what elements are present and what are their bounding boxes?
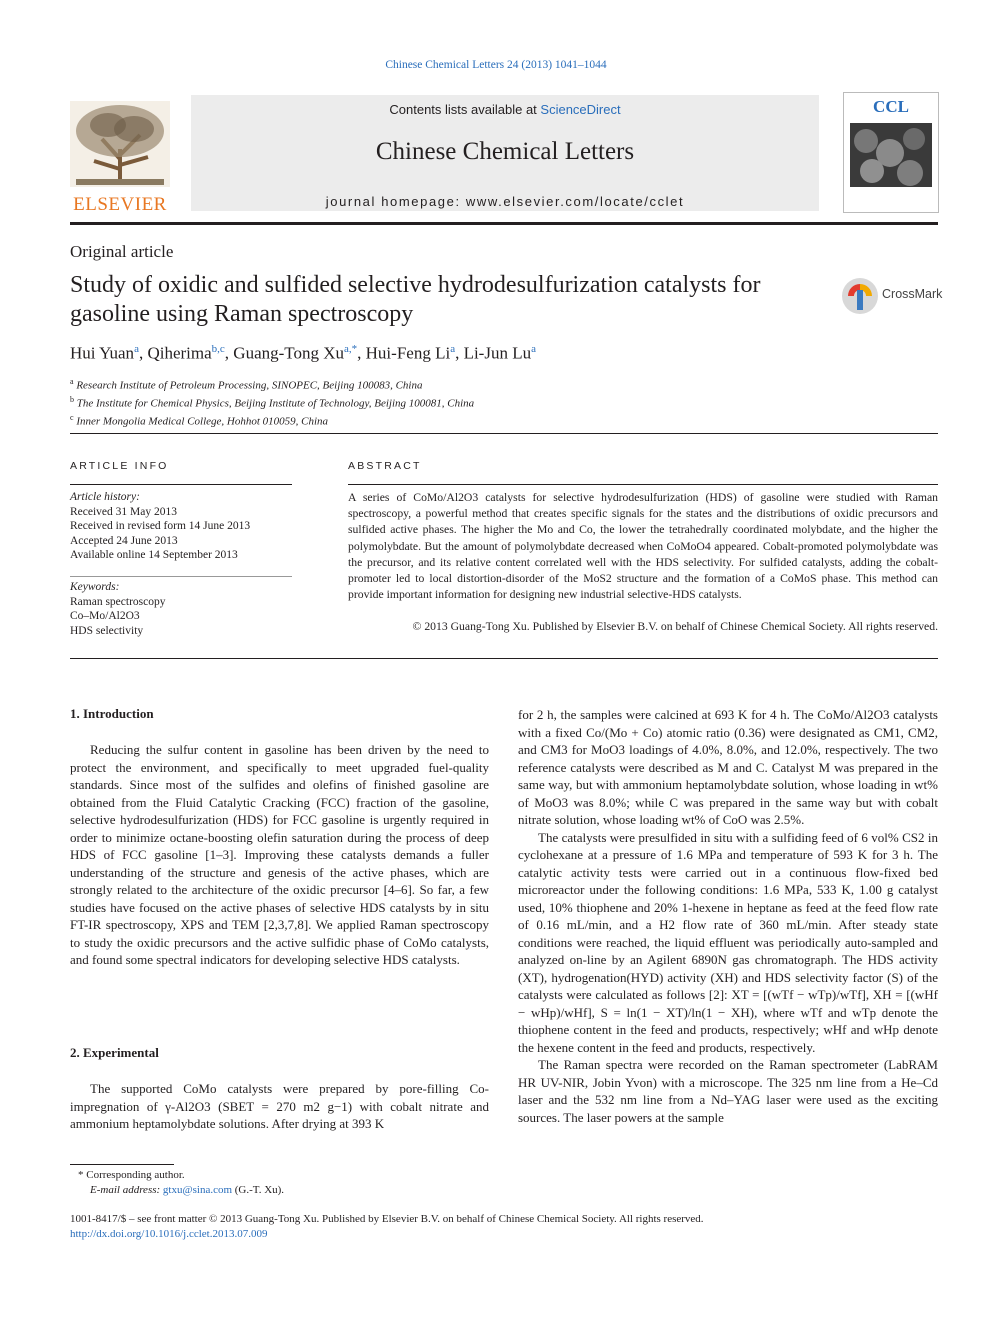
author-name[interactable]: Guang-Tong Xu [233, 343, 345, 363]
section-heading-introduction: 1. Introduction [70, 706, 154, 721]
sciencedirect-link[interactable]: ScienceDirect [540, 102, 621, 117]
journal-name: Chinese Chemical Letters [375, 138, 635, 165]
keywords [70, 580, 166, 638]
history-label: Article history: [70, 491, 140, 503]
cover-image [850, 123, 932, 187]
abstract-heading: ABSTRACT [348, 460, 422, 472]
journal-reference-link[interactable]: Chinese Chemical Letters 24 (2013) 1041–1044 [385, 59, 607, 71]
crossmark-label: CrossMark [882, 287, 943, 301]
history-item: Available online 14 September 2013 [70, 549, 238, 561]
affiliation [70, 375, 474, 393]
email-label: E-mail address: [90, 1184, 161, 1196]
author-name[interactable]: Li-Jun Lu [463, 343, 532, 363]
crossmark-icon [840, 276, 880, 316]
email-link[interactable]: gtxu@sina.com [162, 1184, 233, 1196]
email-suffix: (G.-T. Xu). [234, 1184, 285, 1196]
article-history [70, 490, 250, 563]
doi-link[interactable]: http://dx.doi.org/10.1016/j.cclet.2013.07.009 [70, 1228, 268, 1240]
footnote [70, 1168, 284, 1198]
author-name[interactable]: Qiherima [147, 343, 212, 363]
divider [70, 484, 292, 485]
keywords-label: Keywords: [70, 581, 120, 593]
author-affil-mark[interactable]: a [531, 343, 536, 355]
author-affil-mark[interactable]: a,* [344, 343, 358, 355]
author-affil-mark[interactable]: a [134, 343, 139, 355]
author-name[interactable]: Hui Yuan [70, 343, 135, 363]
paragraph: The Raman spectra were recorded on the Raman spectrometer (LabRAM HR UV-NIR, Jobin Yvon) with a microscope. The 325 nm line from a He–Cd laser and the 532 nm line from a Nd–YAG laser were used as the exciting sources. The laser powers at the sample [518, 1057, 938, 1125]
cover-title: CCL [873, 97, 909, 116]
contents-line [191, 102, 819, 117]
journal-homepage-link[interactable]: journal homepage: www.elsevier.com/locate/cclet [325, 194, 685, 209]
divider [348, 484, 938, 485]
divider [70, 658, 938, 659]
affil-mark: b [70, 395, 74, 405]
journal-cover-thumbnail[interactable] [843, 92, 939, 213]
section-heading-experimental: 2. Experimental [70, 1045, 159, 1060]
article-title: Study of oxidic and sulfided selective hydrodesulfurization catalysts for gasoline using Raman spectroscopy [70, 272, 761, 327]
affil-text: The Institute for Chemical Physics, Beijing Institute of Technology, Beijing 100081, China [76, 397, 475, 410]
crossmark-badge[interactable] [840, 274, 943, 318]
author-name[interactable]: Hui-Feng Li [365, 343, 451, 363]
abstract-text: A series of CoMo/Al2O3 catalysts for selective hydrodesulfurization (HDS) of gasoline were studied with Raman spectroscopy, a powerful method that creates specific signals for the states and the distributions of oxidic precursors and sulfided active phases. The higher the Mo and Co, the lower the tetrahedrally coordinated molybdate, and the higher the polymolybdate. But the amount of polymolybdate decreased when CoMoO4 appeared. Cobalt-promoted polymolybdate was the precursor, and its relative content correlated well with the HDS selectivity. For sulfided catalysts, adding the cobalt-promoter led to local distortion-disorder of the MoS2 structure and the formation of a CoMoS phase. This method can provide important information for designing new industrial selective-HDS catalysts. [348, 491, 938, 602]
keyword: Co–Mo/Al2O3 [70, 610, 140, 622]
affil-text: Research Institute of Petroleum Processing, SINOPEC, Beijing 100083, China [76, 379, 423, 392]
affiliation [70, 393, 474, 411]
cover-spheres-icon [850, 123, 932, 187]
right-column [518, 706, 938, 1126]
header-rule [70, 222, 938, 225]
footnote-rule [70, 1164, 174, 1165]
article-info-heading: ARTICLE INFO [70, 460, 169, 472]
affiliation [70, 411, 474, 429]
divider [70, 433, 938, 434]
keyword: Raman spectroscopy [70, 595, 166, 608]
paragraph: for 2 h, the samples were calcined at 693 K for 4 h. The CoMo/Al2O3 catalysts with a fixed Co/(Mo + Co) atomic ratio (0.36) were designated as CM1, CM2, and CM3 for MoO3 loadings of 4.0%, 8.0%, and 12.0%, respectively. The two reference catalysts were described as M and C. Catalyst M was prepared in the same way, but with ammonium heptamolybdate solution, whose loading in wt% of MoO3 was 8.0%; while C was prepared in the same way but with cobalt nitrate solution, whose loading wt% of CoO was 2.5%. [518, 707, 938, 827]
corresponding-author-note: * Corresponding author. [78, 1169, 185, 1181]
contents-prefix: Contents lists available at [389, 102, 541, 117]
history-item: Received 31 May 2013 [70, 505, 177, 518]
article-type: Original article [70, 242, 174, 261]
page-footer [70, 1212, 704, 1242]
author-affil-mark[interactable]: a [450, 343, 456, 355]
affil-mark: a [70, 377, 74, 386]
issn-line: 1001-8417/$ – see front matter © 2013 Guang-Tong Xu. Published by Elsevier B.V. on behalf of Chinese Chemical Society. All rights reserved. [70, 1213, 704, 1225]
abstract-copyright: © 2013 Guang-Tong Xu. Published by Elsevier B.V. on behalf of Chinese Chemical Society. All rights reserved. [412, 620, 938, 633]
affil-text: Inner Mongolia Medical College, Hohhot 010059, China [76, 415, 329, 428]
experimental-paragraph: The supported CoMo catalysts were prepared by pore-filling Co-impregnation of γ-Al2O3 (SBET = 270 m2 g−1) with cobalt nitrate and ammonium heptamolybdate solutions. After drying at 393 K [70, 1081, 489, 1131]
divider [70, 576, 292, 577]
author-affil-mark[interactable]: b,c [211, 343, 225, 355]
elsevier-wordmark: ELSEVIER [73, 194, 167, 215]
introduction-paragraph: Reducing the sulfur content in gasoline has been driven by the need to protect the environment, and specifically to meet upgraded fuel-quality standards. Since most of the sulfides and olefins of finished gasoline are obtained from the Fluid Catalytic Cracking (FCC) fraction of the gasoline, selective hydrodesulfurization (HDS) for FCC gasoline is urgently required in order to minimize octane-boosting olefin saturation during the process of deep HDS of FCC gasoline [1–3]. Improving these catalysts demands a fuller understanding of the structure and genesis of the active phases, which are strongly related to the architecture of the oxidic precursor [4–6]. So far, a few studies have focused on the active phases of selective HDS catalysts by in situ FT-IR spectroscopy, XPS and TEM [2,3,7,8]. We applied Raman spectroscopy to study the oxidic precursors and the active sulfidic phase of CoMo catalysts, and found some spectral indicators for developing selective HDS catalysts. [70, 742, 489, 967]
author-list: Hui Yuan$^a$, Qiherima$^{b,c}$, Guang-Tong $Xu^{a,*}$, Hui-Feng Li$^a$, Li-Jun Lu$^a$ [70, 343, 536, 363]
affil-mark: c [70, 413, 74, 423]
affiliations [70, 375, 474, 429]
email-line [70, 1183, 284, 1198]
history-item: Accepted 24 June 2013 [70, 534, 178, 547]
history-item: Received in revised form 14 June 2013 [70, 520, 251, 532]
elsevier-logo [68, 99, 172, 215]
paragraph: The catalysts were presulfided in situ with a sulfiding feed of 6 vol% CS2 in cyclohexane at a pressure of 1.6 MPa and temperature of 593 K for 3 h. The catalytic activity tests were carried out in a continuous flow-fixed bed microreactor under the following conditions: 1.6 MPa, 533 K, 1.00 g catalyst used, 10% thiophene and 20% 1-hexene in heptane as feed at the feed flow rate of 0.16 mL/min, and a H2 flow rate of 360 mL/min. After steady state conditions were reached, the liquid effluent was periodically auto-sampled and analyzed on-line by an Agilent 6890N gas chromatograph. The HDS activity (XT), hydrogenation(HYD) activity (XH) and HDS selectivity factor (S) of the catalysts were calculated as follows [2]: XT = [(wTf − wTp)/wTf], XH = [(wHf − wHp)/wHf], S = ln(1 − XT)/ln(1 − XH), where wTf and wTp denote the thiophene content in the feed and products, respectively; wHf and wHp denote the hexene content in the feed and products, respectively. [518, 829, 938, 1055]
keyword: HDS selectivity [70, 624, 144, 637]
